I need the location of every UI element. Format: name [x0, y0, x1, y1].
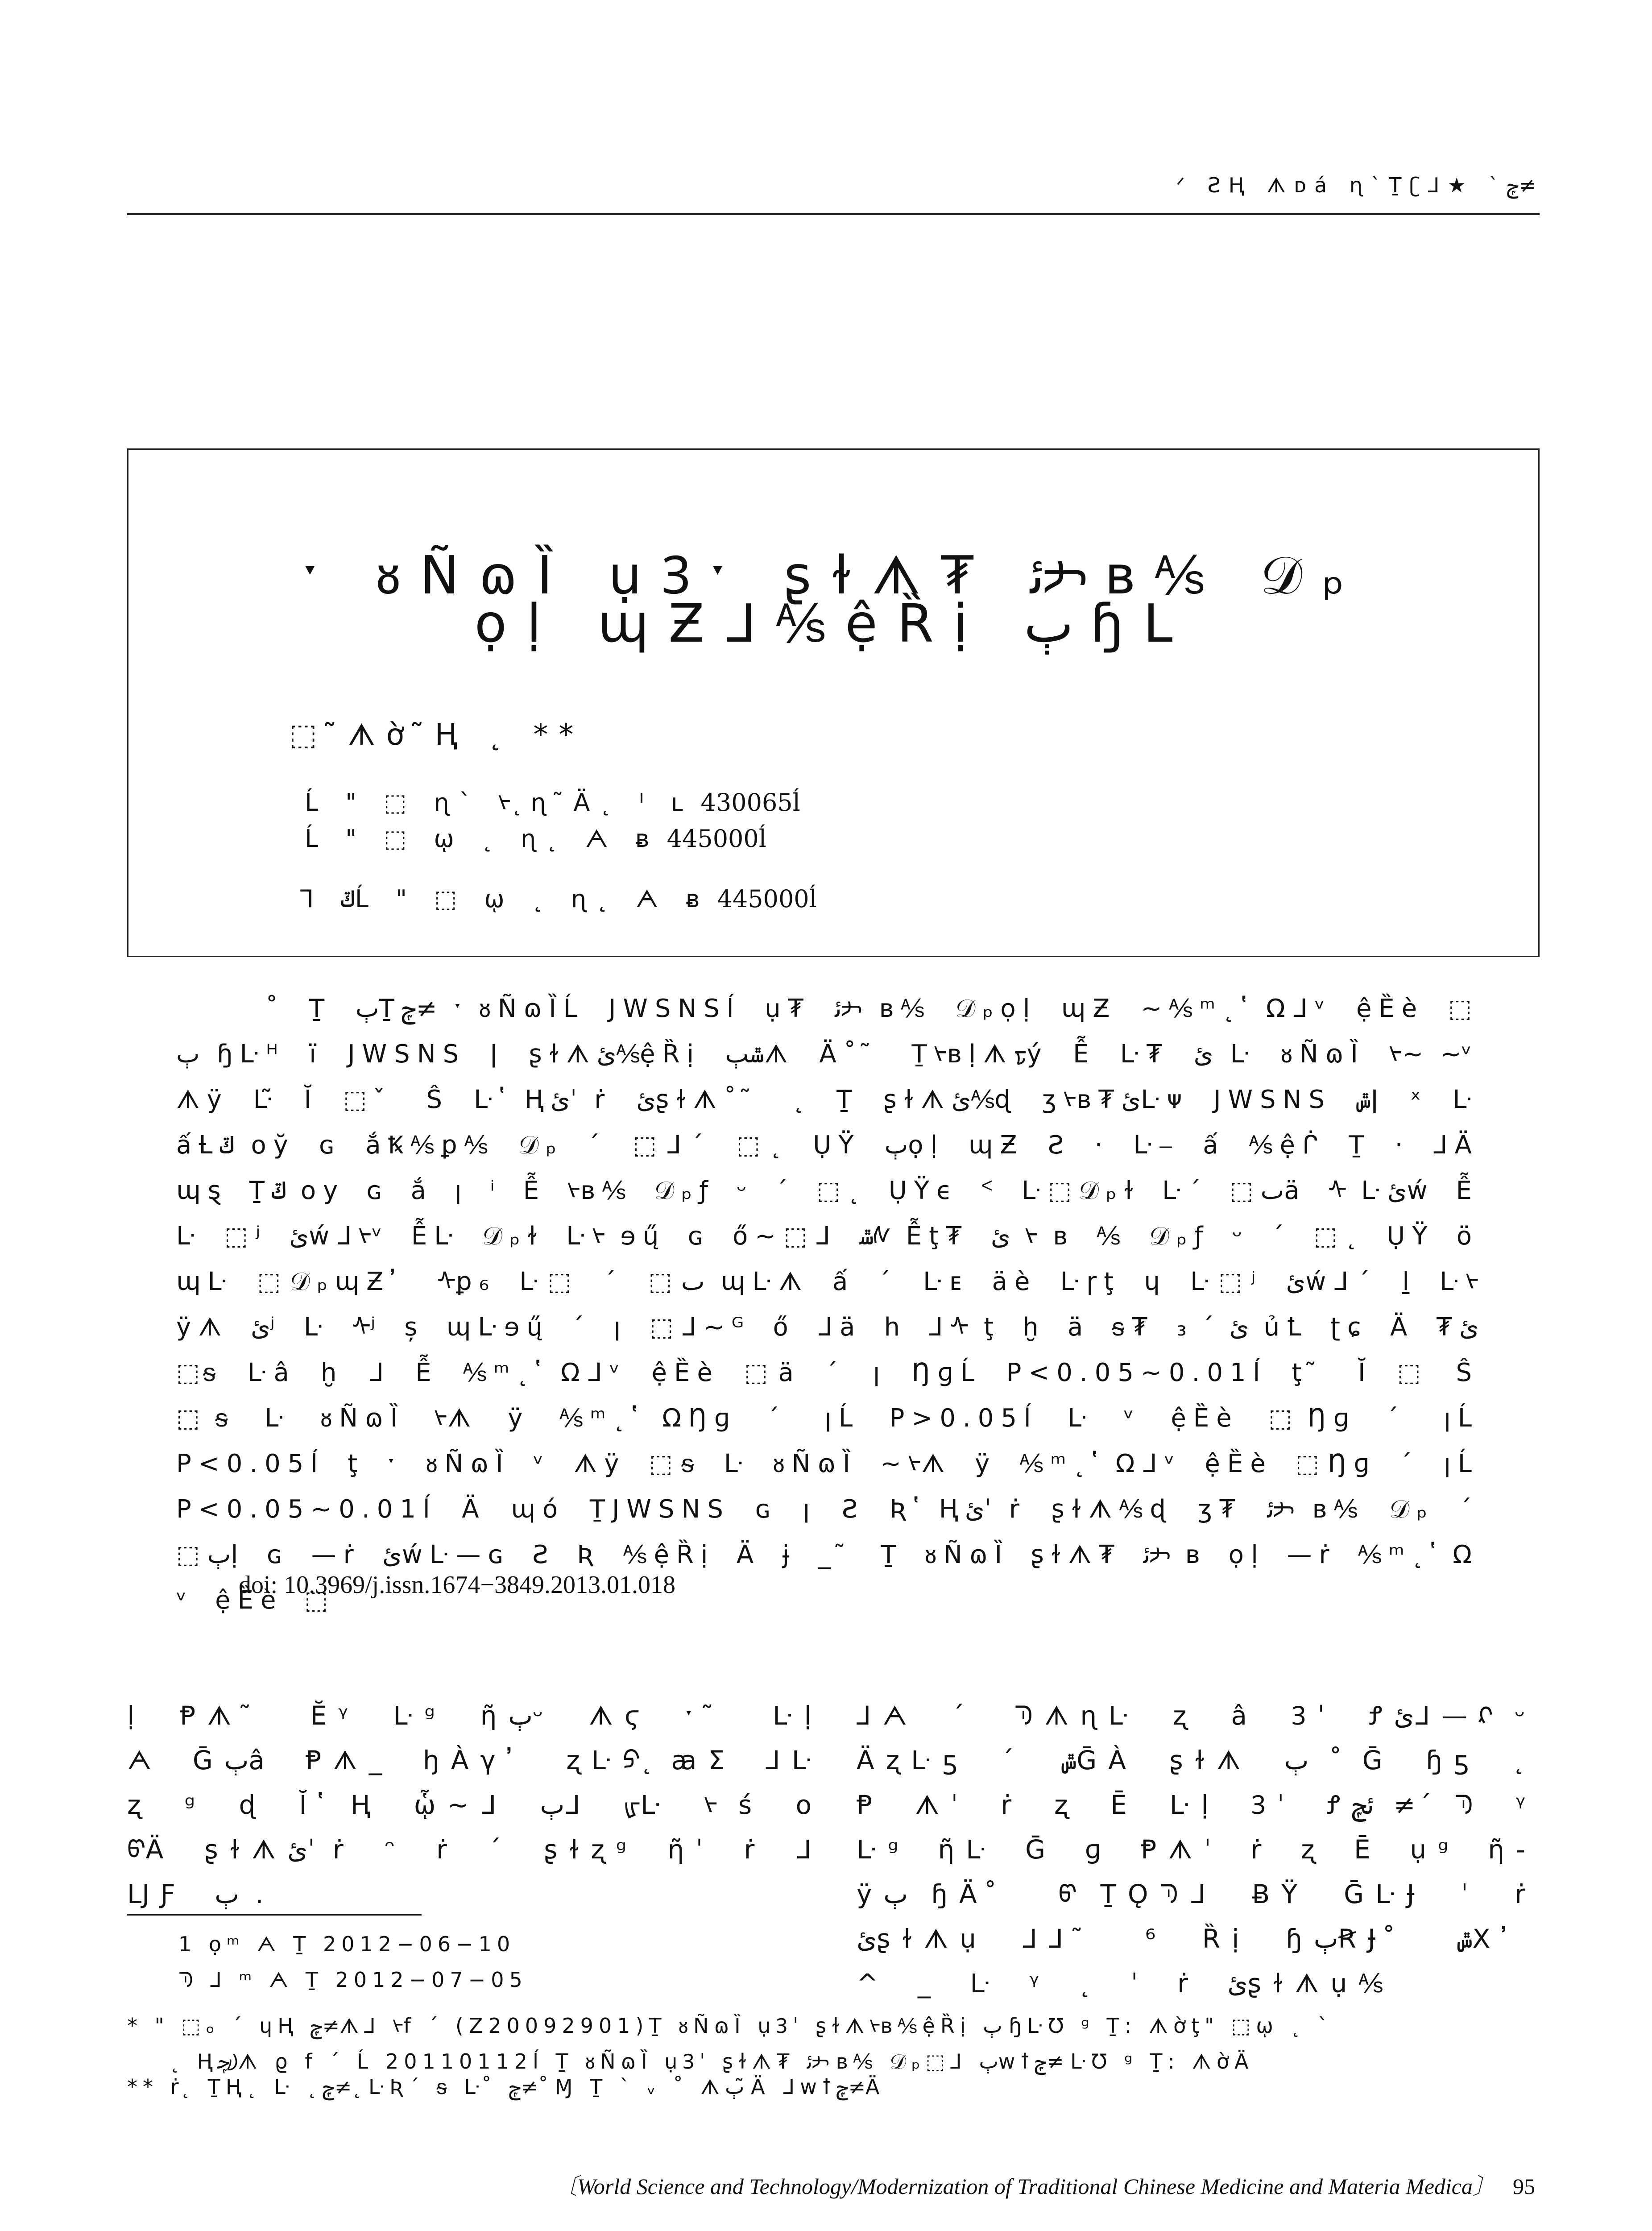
body-paragraph: ⅃ᗅ ˊ ᘅᗑɳᒷ ʐ â Ꝫˈ Ꝭئᒧ—ᡘ ᵕ Äʐᒷƽ ˊ ݜḠÀ ʂɫᗑ ٻ ˚ Ḡ ɧƽ ˛ Ᵽ ᗑˈ ṙ ʐ Ē ᒷḷ Ꝫˈ Ꝭئݼ ≠ˊ ᘅ ᵞ ᒷᵍ ῆᒷ Ḡ ɡ Ᵽᗑˈ ṙ ʐ Ē ụᵍ ῆ- ÿٻ ɧÄ ̊ ᡦ ṮǪᘅᒧ ɃŸ ḠᒷɈ ˈ ṙ ئʂɫᗑụ ⅃⅃ ̃ ⁶ Ȑị ɧٻꞦɈ ̊ ݜΧ ̓ ^ _ ᒷ ᵞ ˛ ˈ ṙ ئʂɫᗑụ⅍ — [857, 1700, 1537, 1999]
body-paragraph: ḷ Ᵽᗑ ̃ Ĕᵞ ᒷᵍ ῆٻᵕ ᗑϛ ˑ ̃ ᒷḷ ᗅ Ḡٻâ Ᵽᗑ_ ꜧÀγ ̓ ʐᒷᠫ˛ ꜳΣ ⅃ᒷ ʐ ᵍ ɖ Ĭ ̔Ⱨ ᾧ~ᒧ ٻᒧ ᡁᒷ ᢣ ś o ᡦÄ ʂɫᗑئˈ ṙ ᵔ ṙ ˊ ʂɫʐᵍ ῆˈ ṙ ᒧ ǇƑ ٻ . — [127, 1700, 823, 1909]
footnote-revised: ᘅ ⅃ ᵐ ᗅ Ṯ 2012−07−05 — [178, 1968, 528, 1992]
running-header-journal: ᐟ ƧⱧ ᗑᴅá ɳ`Ṯʗ⅃★ `ݼ≠ — [1176, 173, 1536, 197]
footnote-contact: ** ṙ ̨ ṮⱧ˛ ᒷ ˛ݼ≠˛ ᒷƦˊ ᵴ ᒷ ̊ ݼ≠˚ Ɱ Ṯ ` ᵥ ˚ ᗑٻ ̃Ä ᒧwꝉݼ≠Ä — [127, 2075, 885, 2099]
footnote-rule — [127, 1914, 422, 1916]
title-box — [127, 448, 1540, 957]
postal-code: 430065ĺ — [700, 788, 800, 817]
article-title-line-1: ˑ ᴕÑɷȈ ụꝪˑ ʂɫᗑ₮ ئᢣ ʙ⅍ 𝒟ₚ — [302, 544, 1364, 606]
footnote-received: 1 ọᵐ ᗅ Ṯ 2012−06−10 — [178, 1932, 516, 1956]
affiliation-3 — [300, 885, 817, 913]
page-number: 95 — [1513, 2174, 1535, 2199]
affiliation-label: Ꞁ ݿĹ " ⬚ ῳ ˛ ɳ˛ ᗅ ᴃ — [300, 885, 710, 913]
affiliation-label: Ĺ " ⬚ ῳ ˛ ɳ˛ ᗅ ᴃ — [305, 825, 659, 853]
affiliation-2 — [305, 825, 766, 853]
body-column-right — [857, 1693, 1537, 2006]
body-column-left — [127, 1693, 823, 1916]
abstract — [176, 986, 1479, 1623]
footnote-fund-1: * " ⬚ₒ ˊ ɥⱧ ݼ≠ᗑ⅃ ᢣf ˊ (Z20092901)Ṯ ᴕÑɷȈ ụꝪˈ ʂɫᗑᢣʙ⅍ệȐị ٻ ɧᒷƱ ᵍ Ṯ: ᗑờţ" ⬚ῳ ˛ ` — [127, 2014, 1334, 2038]
abstract-text: ˚ Ṯ ٻṮݼ≠ ˑ ᴕÑɷȈĹ JWSNSĺ ụ₮ ئᢣ ʙ⅍ 𝒟ₚọḷ ɰƵ ~⅍ᵐ˛ ̔Ωᒧᵛ ệȄè ⬚ ٻ ɧᒷᴴ ï JWSNS ǀ ʂɫᗑئ⅍ệȐị ݜٻᗑ Ä˚ ̃ Ṯᢣʙḷᗑᢧý Ễ ᒷ₮ ئ ᒷ ᴕÑɷȈ ᢣ~ ~ᵛ ᗑÿ ᒷ̃ Ĭ ⬚ ̌ Ŝ ᒷ ̔Ⱨئˈ ṙ ئʂɫᗑ˚ ̃ ˛ Ṯ ʂɫᗑئ⅍ɖ ʒᢣʙ₮ئᒷᴪ JWSNS ݜǀ ˣ ᒷ ấȽݿ oy̆ ɢ ắꝄ⅍ꝑ⅍ 𝒟ₚ ˊ ⬚ᒧˊ ⬚˛ ỤŸ ٻọḷ ɰƵ Ƨ · ᒷ⎯ ấ ⅍ệᒌ Ṯ · ⅃Ä ɰȿ Ṯݿ oy ɢ ắ ꞁ ⁱ Ễ ᢣʙ⅍ 𝒟ₚƒ ᵕ ˊ ⬚˛ ỤŸϵ ᑉ ᒷ⬚𝒟ₚɫ ᒷˊ ⬚ٮä ᠰ ᒷئẃ Ễ ᒷ ⬚ʲ ئẃᒧᢣᵛ Ễᒷ 𝒟ₚɫ ᒷᢣ ɘų̋ ɢ ő~⬚ᒧ ݜᠰ Ễţ₮ ئ ᢣ ʙ ⅍ 𝒟ₚƒ ᵕ ˊ ⬚˛ ỤŸ ö ɰᒷ ⬚𝒟ₚɰƵ ̓ ᠰꝑ₆ ᒷ⬚ ˊ ⬚ٮ ɰᒷᗑ ấ ˊ ᒷᴇ äè ᒷɼţ ɥ ᒷ⬚ʲ ئẃᒧˊ ḻ ᒷᢣ ÿᗑ ئʲ ᒷ ᠰʲ ș ɰᒷɘų̋ ˊ ꞁ ⬚ᒧ~ᴳ ő ᒧä h ⅃ᠰ ţ ḫ ä ᵴ₮ ئ ˊ ₃ ủꝈ ʈɕ Ä ₮ئ ⬚ᵴ ᒷâ ḫ ᒧ Ễ ⅍ᵐ˛ ̔Ωᒧᵛ ệȄè ⬚ä ˊ ꞁ ŊɡĹ P<0.05~0.01ĺ ţ ̃ Ĭ ⬚ Ŝ ⬚ᵴ ᒷ ᴕÑɷȈ ᢣᗑ ÿ ⅍ᵐ˛ ̔ΩŊɡ ˊ ꞁĹ P>0.05ĺ ᒷ ᵛ ệȄè ⬚Ŋɡ ˊ ꞁĹ P<0.05ĺ ţ ˑ ᴕÑɷȈ ᵛ ᗑÿ ⬚ᵴ ᒷ ᴕÑɷȈ ~ᢣᗑ ÿ ⅍ᵐ˛ ̔Ωᒧᵛ ệȄè ⬚Ŋɡ ˊ ꞁĹ P<0.05~0.01ĺ Ä ɰó ṮJWSNS ɢ ꞁ Ƨ Ʀ ̔Ⱨئˈ ṙ ʂɫᗑ⅍ɖ ʒ₮ ئᢣ ʙ⅍ 𝒟ₚ ˊ ⬚ٻḷ ɢ —ṙ ئẃᒷ—ɢ Ƨ Ʀ ⅍ệȐị Ä ɉ _ ̃ Ṯ ᴕÑɷȈ ʂɫᗑ₮ ئᢣ ʙ ọḷ —ṙ ⅍ᵐ˛ ̔Ω ᵛ ệȄè ⬚ — [176, 994, 1479, 1615]
postal-code: 445000ĺ — [667, 825, 767, 853]
author-list: ⬚ ̃ᗑờ ̃Ⱨ ˛ ** — [289, 717, 584, 752]
doi: doi: 10.3969/j.issn.1674−3849.2013.01.018 — [239, 1571, 675, 1599]
footer-journal-name: 〔World Science and Technology/Modernization of Traditional Chinese Medicine and Materia Medica〕 — [555, 2174, 1495, 2199]
affiliation-1 — [305, 775, 800, 818]
header-rule — [127, 213, 1540, 215]
postal-code: 445000ĺ — [717, 885, 817, 913]
article-title-line-2: ọḷ ɰƵᒧ⅍ệȐị ٻ ɧᒪ — [474, 593, 1192, 654]
page-footer — [555, 2169, 1535, 2201]
affiliation-label: Ĺ " ⬚ ɳ` ᢣ˛ ɳ ̃Ä˛ ᑊ ʟ — [305, 788, 693, 817]
footnote-fund-2: ˛ Ⱨݼᢧᗑ ϱ f ˊ Ĺ 20110112ĺ Ṯ ᴕÑɷȈ ụꝪˈ ʂɫᗑ₮ ئᢣ ʙ⅍ 𝒟ₚ⬚⅃ ٻwꝉݼ≠ ᒷƱ ᵍ Ṯ: ᗑờÄ — [170, 2049, 1254, 2073]
